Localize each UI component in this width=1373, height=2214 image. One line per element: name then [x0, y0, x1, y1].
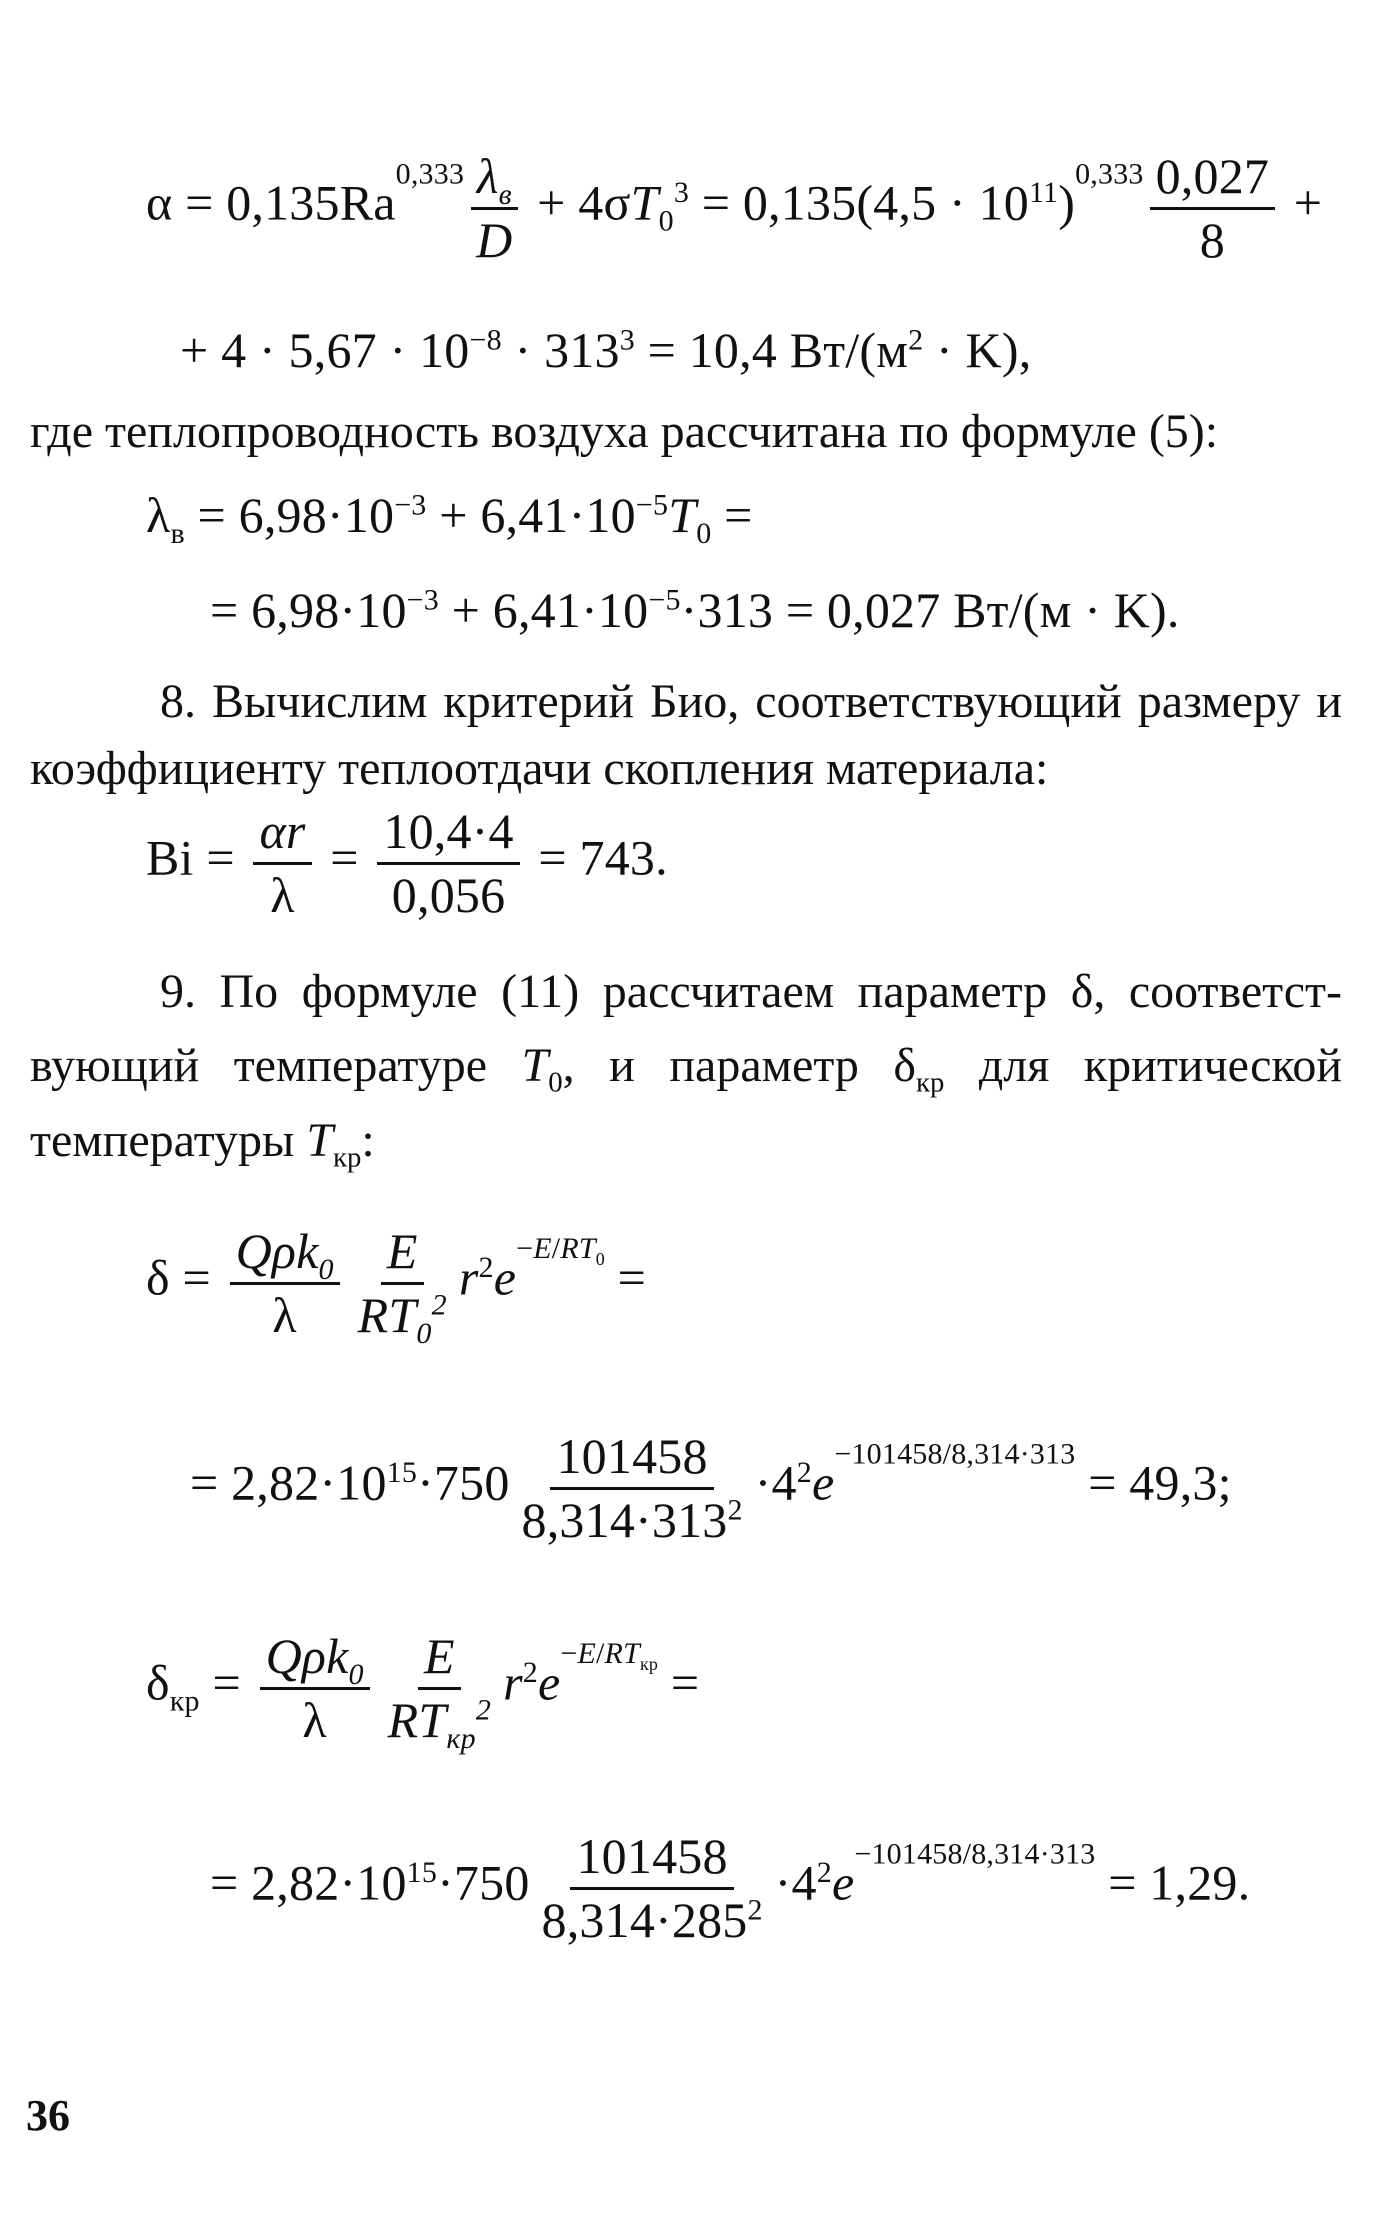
delta-cr-formula-general: $\delta_{кр}$ = $\frac{Q\rho k_0}{\lambda}$ $\frac{E}{RT_{кр}^2}$ $r^2e^{-E/RT_{кр}}$ =: [146, 1628, 700, 1755]
lambda-formula-line-1: $\lambda_в = 6,98\cdot 10^{-3} + 6,41\cdot 10^{-5}T_0$ =: [146, 487, 753, 550]
delta-formula-general: δ = $\frac{Q\rho k_0}{\lambda}$ $\frac{E}{RT_0^2}$ $r^2e^{-E/RT_0}$ =: [146, 1223, 647, 1350]
alpha-formula-line-2: + $4 \cdot 5,67 \cdot 10^{-8} \cdot 313^3 = 10,4$ $Вт/(м^2 \cdot K)$,: [180, 322, 1032, 378]
lambda-formula-line-2: = $6,98\cdot 10^{-3} + 6,41\cdot 10^{-5}\cdot 313 = 0,027$ Вт/(м · K).: [210, 582, 1180, 638]
delta-formula-value: = $2,82\cdot 10^{15}\cdot 750$ $\frac{101458}{8,314\cdot 313^2}$ $\cdot 4^2e^{-101458/8,314\cdot 313} = 49,3$;: [190, 1428, 1232, 1548]
alpha-formula-line-1: α = 0,135Ra$^{0,333}$ $\frac{\lambda_в}{D}$ + $4\sigma T_0^3 = 0,135(4,5 \cdot 10^{11})^{0,333}$ $\frac{0,027}{8}$ +: [146, 148, 1323, 268]
delta-cr-formula-value: = $2,82\cdot 10^{15}\cdot 750$ $\frac{101458}{8,314\cdot 285^2}$ $\cdot 4^2e^{-101458/8,314\cdot 313} = 1,29$.: [210, 1828, 1251, 1948]
page-number: 36: [26, 2091, 70, 2140]
paragraph-8: 8. Вычислим критерий Био, соответствующий размеру и коэффициенту теплоотдачи скопления материала:: [30, 675, 1342, 796]
paragraph-where: где теплопроводность воздуха рассчитана по формуле (5):: [30, 405, 1219, 458]
biot-formula: Bi = $\frac{\alpha r}{\lambda}$ = $\frac{10,4\cdot 4}{0,056}$ = 743.: [146, 803, 668, 923]
paragraph-9: 9. По формуле (11) рассчитаем параметр δ, соответст-вующий температуре $T_0$, и параметр $\delta_{кр}$ для критической температуры $T_{кр}$:: [30, 965, 1343, 1174]
